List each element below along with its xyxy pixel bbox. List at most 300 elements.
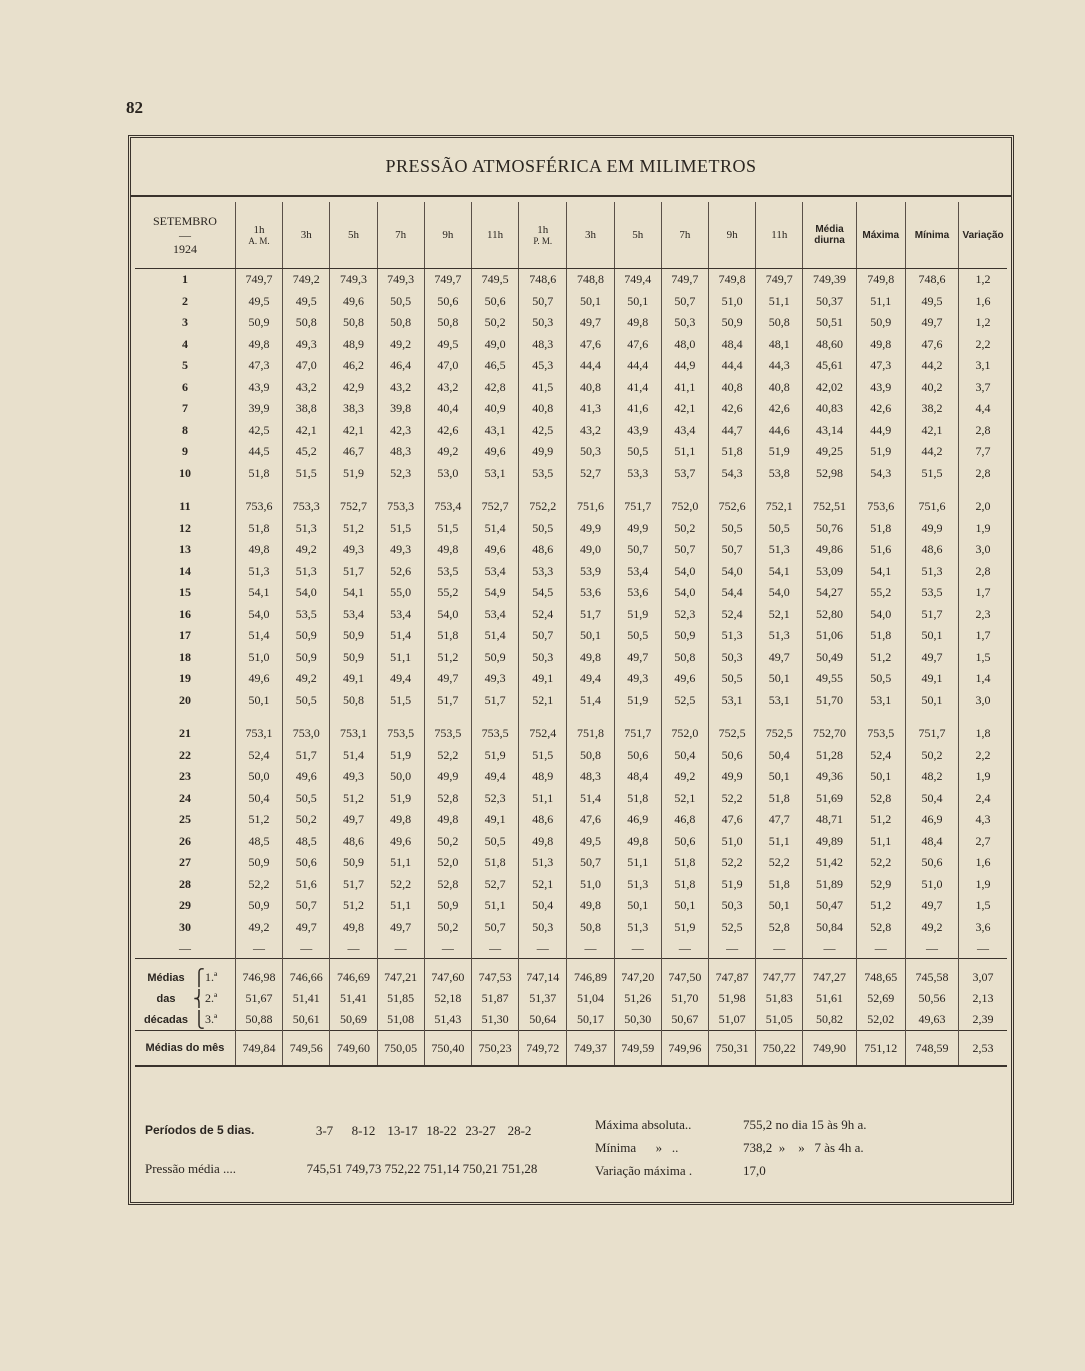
value-cell: 48,1 [756,334,803,356]
value-cell: 49,6 [283,766,330,788]
value-cell: 46,4 [377,355,424,377]
value-cell: 50,17 [567,1009,614,1031]
value-cell: 48,3 [519,334,567,356]
value-cell: 51,4 [567,788,614,810]
value-cell: 49,2 [283,539,330,561]
decade-label: das [156,992,176,1005]
value-cell: 55,2 [424,582,471,604]
value-cell: 44,9 [661,355,708,377]
value-cell: 52,7 [471,874,518,896]
value-cell: 753,4 [424,484,471,518]
value-cell: 747,77 [756,967,803,988]
value-cell: 1,6 [959,291,1007,313]
value-cell: 54,9 [471,582,518,604]
value-cell: 52,4 [709,604,756,626]
value-cell: 53,5 [519,463,567,485]
value-cell: 50,3 [519,312,567,334]
value-cell: 48,6 [905,539,958,561]
pm-label: P. M. [533,236,553,246]
value-cell: 53,6 [567,582,614,604]
header-hour-3pm: 3h [567,202,614,269]
value-cell: 48,6 [519,809,567,831]
value-cell: 747,21 [377,967,424,988]
value-cell: 748,59 [905,1031,958,1067]
value-cell: 752,0 [661,484,708,518]
separator-cell [519,959,567,968]
value-cell: 49,8 [567,647,614,669]
value-cell: 43,2 [424,377,471,399]
value-cell: 751,6 [905,484,958,518]
value-cell: 51,8 [661,874,708,896]
value-cell: 1,7 [959,582,1007,604]
value-cell: 751,8 [567,711,614,745]
value-cell: 44,2 [905,441,958,463]
value-cell: 51,0 [709,291,756,313]
value-cell: 49,8 [614,831,661,853]
value-cell: 52,7 [567,463,614,485]
value-cell: 2,39 [959,1009,1007,1031]
value-cell: 51,3 [235,561,282,583]
dash-cell: — [856,938,905,959]
pressure-value: 752,22 [384,1161,421,1176]
value-cell: 50,5 [756,518,803,540]
value-cell: 41,5 [519,377,567,399]
value-cell: 52,6 [377,561,424,583]
value-cell: 51,8 [856,518,905,540]
day-cell: 9 [181,444,188,459]
value-cell: 44,5 [235,441,282,463]
value-cell: 54,5 [519,582,567,604]
decade-label: Médias [147,971,185,984]
value-cell: 43,4 [661,420,708,442]
value-cell: 53,4 [614,561,661,583]
value-cell: 53,3 [519,561,567,583]
decade-ordinal: 2.ª [204,991,218,1005]
period: 18-22 [426,1123,457,1138]
value-cell: 749,7 [424,269,471,291]
value-cell: 51,2 [856,809,905,831]
value-cell: 52,8 [424,788,471,810]
value-cell: 49,8 [424,809,471,831]
value-cell: 52,0 [424,852,471,874]
value-cell: 52,8 [856,788,905,810]
value-cell: 52,2 [235,874,282,896]
value-cell: 42,5 [235,420,282,442]
value-cell: 750,23 [471,1031,518,1067]
table-row [135,355,1007,377]
value-cell: 49,8 [377,809,424,831]
value-cell: 49,2 [424,441,471,463]
value-cell: 1,9 [959,766,1007,788]
value-cell: 51,9 [614,690,661,712]
value-cell: 51,30 [471,1009,518,1031]
value-cell: 51,9 [377,745,424,767]
value-cell: 748,65 [856,967,905,988]
dash-cell: — [614,938,661,959]
dash-cell: — [567,938,614,959]
value-cell: 51,1 [756,291,803,313]
table-row [135,711,1007,745]
periods-row [145,1123,539,1139]
value-cell: 50,8 [330,690,377,712]
dash-cell: — [905,938,958,959]
value-cell: 2,53 [959,1031,1007,1067]
value-cell: 47,7 [756,809,803,831]
value-cell: 51,6 [283,874,330,896]
value-cell: 49,5 [235,291,282,313]
value-cell: 747,53 [471,967,518,988]
value-cell: 51,67 [235,988,282,1009]
value-cell: 750,40 [424,1031,471,1067]
value-cell: 51,69 [803,788,856,810]
separator-cell [330,959,377,968]
value-cell: 51,8 [856,625,905,647]
value-cell: 44,4 [709,355,756,377]
value-cell: 749,3 [377,269,424,291]
value-cell: 53,4 [377,604,424,626]
value-cell: 54,3 [856,463,905,485]
value-cell: 51,9 [661,917,708,939]
table-row [135,745,1007,767]
value-cell: 50,3 [519,647,567,669]
value-cell: 50,4 [756,745,803,767]
value-cell: 50,7 [709,539,756,561]
value-cell: 52,3 [377,463,424,485]
value-cell: 50,0 [235,766,282,788]
value-cell: 50,9 [235,312,282,334]
day-cell: 29 [178,898,191,913]
value-cell: 45,2 [283,441,330,463]
value-cell: 44,4 [614,355,661,377]
value-cell: 747,27 [803,967,856,988]
value-cell: 50,9 [330,852,377,874]
header-dash: — [178,228,191,242]
value-cell: 50,8 [424,312,471,334]
header-variacao: Variação [959,202,1007,269]
value-cell: 50,69 [330,1009,377,1031]
value-cell: 51,0 [709,831,756,853]
value-cell: 749,7 [235,269,282,291]
value-cell: 49,9 [614,518,661,540]
value-cell: 54,0 [661,561,708,583]
value-cell: 50,2 [661,518,708,540]
value-cell: 42,1 [661,398,708,420]
value-cell: 51,8 [709,441,756,463]
value-cell: 753,3 [377,484,424,518]
value-cell: 49,6 [377,831,424,853]
value-cell: 54,0 [283,582,330,604]
separator-cell [959,959,1007,968]
dash-cell: — [178,940,191,955]
dash-cell: — [235,938,282,959]
value-cell: 50,7 [614,539,661,561]
value-cell: 51,9 [709,874,756,896]
value-cell: 50,84 [803,917,856,939]
value-cell: 747,60 [424,967,471,988]
value-cell: 51,3 [709,625,756,647]
brace-icon: ⎩ [192,1011,205,1029]
value-cell: 52,18 [424,988,471,1009]
value-cell: 52,1 [519,690,567,712]
value-cell: 51,4 [235,625,282,647]
value-cell: 50,8 [661,647,708,669]
value-cell: 54,4 [709,582,756,604]
value-cell: 41,4 [614,377,661,399]
value-cell: 49,25 [803,441,856,463]
value-cell: 51,7 [424,690,471,712]
value-cell: 50,7 [661,539,708,561]
header-hour-11pm: 11h [756,202,803,269]
value-cell: 50,1 [905,690,958,712]
value-cell: 52,69 [856,988,905,1009]
value-cell: 748,8 [567,269,614,291]
value-cell: 50,3 [709,895,756,917]
day-cell: 2 [181,293,188,308]
value-cell: 51,2 [330,788,377,810]
value-cell: 50,6 [905,852,958,874]
value-cell: 42,1 [905,420,958,442]
value-cell: 746,66 [283,967,330,988]
period: 13-17 [387,1123,418,1138]
value-cell: 51,4 [377,625,424,647]
value-cell: 3,07 [959,967,1007,988]
table-header-row [135,202,1007,269]
value-cell: 47,6 [614,334,661,356]
value-cell: 750,22 [756,1031,803,1067]
day-cell: 12 [178,520,191,535]
value-cell: 746,89 [567,967,614,988]
value-cell: 50,5 [614,441,661,463]
min-value: 738,2 » » 7 às 4h a. [743,1140,864,1155]
value-cell: 52,4 [235,745,282,767]
table-row [135,604,1007,626]
value-cell: 39,8 [377,398,424,420]
value-cell: 753,5 [856,711,905,745]
value-cell: 51,1 [856,291,905,313]
value-cell: 752,51 [803,484,856,518]
value-cell: 51,37 [519,988,567,1009]
value-cell: 54,1 [330,582,377,604]
value-cell: 51,2 [330,895,377,917]
header-hour-3am: 3h [283,202,330,269]
value-cell: 46,9 [614,809,661,831]
value-cell: 49,0 [471,334,518,356]
table-row [135,647,1007,669]
value-cell: 49,7 [756,647,803,669]
brace-icon: ⎨ [192,990,205,1008]
value-cell: 50,6 [614,745,661,767]
value-cell: 38,2 [905,398,958,420]
value-cell: 50,1 [661,895,708,917]
value-cell: 50,1 [614,895,661,917]
value-cell: 50,3 [661,312,708,334]
value-cell: 40,8 [709,377,756,399]
value-cell: 42,1 [330,420,377,442]
value-cell: 748,6 [905,269,958,291]
value-cell: 49,3 [330,766,377,788]
value-cell: 46,2 [330,355,377,377]
value-cell: 48,5 [283,831,330,853]
dash-cell: — [803,938,856,959]
value-cell: 51,8 [661,852,708,874]
value-cell: 751,7 [905,711,958,745]
dash-cell: — [519,938,567,959]
value-cell: 749,5 [471,269,518,291]
value-cell: 43,2 [377,377,424,399]
value-cell: 51,87 [471,988,518,1009]
value-cell: 40,83 [803,398,856,420]
value-cell: 48,3 [377,441,424,463]
value-cell: 47,3 [856,355,905,377]
value-cell: 51,06 [803,625,856,647]
decade-label-cell [135,1009,235,1031]
day-cell: 1 [181,272,188,287]
value-cell: 52,8 [856,917,905,939]
value-cell: 749,8 [856,269,905,291]
value-cell: 51,8 [235,518,282,540]
separator-cell [377,959,424,968]
table-row [135,668,1007,690]
value-cell: 4,3 [959,809,1007,831]
table-row [135,766,1007,788]
day-cell: 6 [181,379,188,394]
value-cell: 52,8 [756,917,803,939]
value-cell: 49,5 [567,831,614,853]
pressure-value: 749,73 [345,1161,382,1176]
value-cell: 51,1 [614,852,661,874]
value-cell: 1,9 [959,518,1007,540]
value-cell: 752,1 [756,484,803,518]
value-cell: 49,6 [330,291,377,313]
table-row [135,690,1007,712]
value-cell: 49,8 [235,334,282,356]
value-cell: 49,1 [905,668,958,690]
value-cell: 54,0 [235,604,282,626]
value-cell: 49,36 [803,766,856,788]
value-cell: 50,3 [519,917,567,939]
value-cell: 51,9 [377,788,424,810]
value-cell: 46,5 [471,355,518,377]
pressure-row [145,1161,539,1177]
value-cell: 51,1 [377,895,424,917]
value-cell: 44,3 [756,355,803,377]
value-cell: 51,5 [424,518,471,540]
value-cell: 48,3 [567,766,614,788]
separator-cell [856,959,905,968]
value-cell: 52,2 [709,788,756,810]
value-cell: 51,41 [283,988,330,1009]
day-cell: 11 [179,499,191,514]
value-cell: 749,90 [803,1031,856,1067]
value-cell: 51,5 [905,463,958,485]
value-cell: 49,5 [905,291,958,313]
value-cell: 50,1 [856,766,905,788]
decade-row [135,1009,1007,1031]
pressure-value: 745,51 [306,1161,343,1176]
value-cell: 52,4 [519,604,567,626]
value-cell: 753,6 [235,484,282,518]
value-cell: 48,0 [661,334,708,356]
value-cell: 50,76 [803,518,856,540]
value-cell: 50,2 [424,917,471,939]
table-row [135,852,1007,874]
value-cell: 50,5 [283,788,330,810]
dash-cell: — [377,938,424,959]
value-cell: 1,6 [959,852,1007,874]
day-cell: 24 [178,790,191,805]
separator-cell [135,959,235,968]
value-cell: 48,4 [709,334,756,356]
value-cell: 2,8 [959,463,1007,485]
value-cell: 50,1 [756,668,803,690]
month-mean-row [135,1031,1007,1067]
header-minima: Mínima [905,202,958,269]
value-cell: 51,1 [661,441,708,463]
value-cell: 52,2 [709,852,756,874]
value-cell: 49,7 [424,668,471,690]
value-cell: 749,56 [283,1031,330,1067]
value-cell: 50,6 [709,745,756,767]
value-cell: 50,7 [519,625,567,647]
value-cell: 53,1 [471,463,518,485]
header-hour-9pm: 9h [709,202,756,269]
table-row [135,484,1007,518]
value-cell: 51,1 [471,895,518,917]
value-cell: 51,3 [905,561,958,583]
value-cell: 53,3 [614,463,661,485]
value-cell: 51,7 [567,604,614,626]
value-cell: 51,3 [756,539,803,561]
value-cell: 51,0 [235,647,282,669]
value-cell: 50,2 [283,809,330,831]
value-cell: 50,8 [330,312,377,334]
value-cell: 3,0 [959,690,1007,712]
table-row [135,420,1007,442]
separator-cell [283,959,330,968]
value-cell: 50,9 [424,895,471,917]
value-cell: 51,0 [905,874,958,896]
value-cell: 51,7 [330,874,377,896]
value-cell: 51,2 [235,809,282,831]
separator-cell [905,959,958,968]
value-cell: 40,2 [905,377,958,399]
value-cell: 50,47 [803,895,856,917]
value-cell: 50,9 [235,852,282,874]
value-cell: 54,1 [235,582,282,604]
value-cell: 51,8 [424,625,471,647]
hour-label: 1h [537,224,549,236]
value-cell: 49,4 [471,766,518,788]
value-cell: 52,2 [856,852,905,874]
value-cell: 52,4 [856,745,905,767]
value-cell: 752,70 [803,711,856,745]
value-cell: 47,6 [709,809,756,831]
value-cell: 1,9 [959,874,1007,896]
value-cell: 3,1 [959,355,1007,377]
day-cell: 8 [181,422,188,437]
value-cell: 50,9 [235,895,282,917]
value-cell: 50,2 [424,831,471,853]
value-cell: 51,70 [803,690,856,712]
value-cell: 51,2 [856,895,905,917]
value-cell: 50,6 [283,852,330,874]
value-cell: 51,7 [330,561,377,583]
value-cell: 49,7 [614,647,661,669]
value-cell: 43,9 [235,377,282,399]
value-cell: 50,1 [567,625,614,647]
value-cell: 51,4 [567,690,614,712]
value-cell: 50,1 [614,291,661,313]
